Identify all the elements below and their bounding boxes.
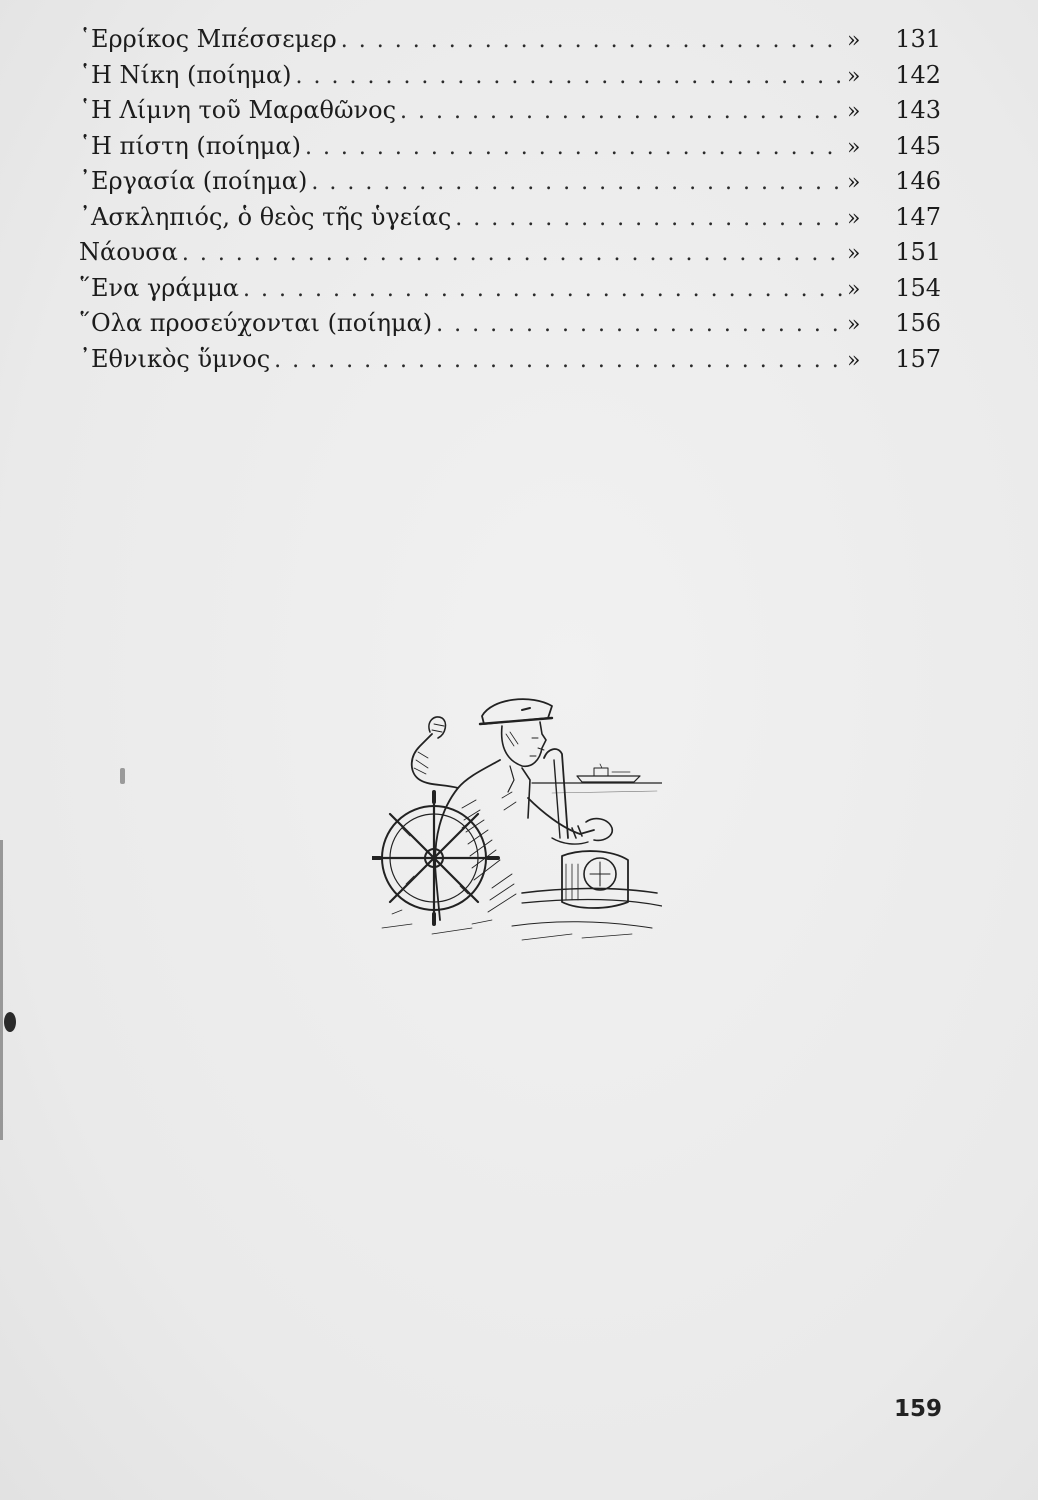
toc-dot-leader bbox=[274, 343, 845, 379]
toc-ditto-mark: » bbox=[847, 28, 861, 53]
toc-page-number: 156 bbox=[895, 309, 941, 337]
toc-entry bbox=[79, 93, 941, 129]
toc-entry-title: ῞Ολα προσεύχονται (ποίημα) bbox=[79, 309, 433, 337]
toc-entry-title: ῾Η Νίκη (ποίημα) bbox=[79, 60, 292, 89]
toc-entry-title: Νάουσα bbox=[79, 238, 178, 266]
toc-page-number: 142 bbox=[895, 60, 941, 89]
toc-entry-title: ῾Ερρίκος Μπέσσεμερ bbox=[79, 25, 337, 53]
toc-page-number: 145 bbox=[895, 131, 941, 160]
toc-entry-title: ῞Ενα γράμμα bbox=[79, 273, 240, 302]
toc-dot-leader bbox=[296, 59, 845, 95]
ship-captain-at-wheel-illustration bbox=[372, 688, 662, 958]
toc-entry-title: ᾿Ασκληπιός, ὁ θεὸς τῆς ὑγείας bbox=[79, 202, 452, 231]
toc-ditto-mark: » bbox=[847, 99, 861, 124]
toc-page-number: 143 bbox=[895, 96, 941, 124]
toc-dot-leader bbox=[341, 23, 845, 59]
toc-ditto-mark: » bbox=[847, 241, 861, 266]
toc-dot-leader bbox=[305, 130, 845, 166]
toc-ditto-mark: » bbox=[847, 276, 861, 302]
toc-entry bbox=[79, 200, 941, 236]
toc-entry bbox=[79, 164, 941, 200]
paper-speck bbox=[120, 768, 125, 784]
table-of-contents bbox=[79, 22, 941, 377]
toc-page-number: 146 bbox=[895, 167, 941, 195]
toc-ditto-mark: » bbox=[847, 347, 861, 373]
toc-entry-title: ῾Η πίστη (ποίημα) bbox=[79, 131, 301, 160]
ink-blot-mark bbox=[4, 1012, 16, 1032]
toc-dot-leader bbox=[311, 165, 845, 201]
toc-page-number: 131 bbox=[895, 25, 941, 53]
toc-ditto-mark: » bbox=[847, 63, 861, 89]
toc-page-number: 157 bbox=[895, 344, 941, 373]
toc-page-number: 151 bbox=[895, 238, 941, 266]
toc-entry bbox=[79, 306, 941, 342]
toc-entry bbox=[79, 129, 941, 165]
toc-dot-leader bbox=[455, 201, 845, 237]
toc-ditto-mark: » bbox=[847, 170, 861, 195]
toc-ditto-mark: » bbox=[847, 134, 861, 160]
toc-dot-leader bbox=[243, 272, 845, 308]
toc-entry bbox=[79, 22, 941, 58]
page-number: 159 bbox=[893, 1396, 942, 1422]
toc-entry bbox=[79, 58, 941, 94]
toc-entry bbox=[79, 342, 941, 378]
toc-page-number: 147 bbox=[895, 202, 941, 231]
toc-page-number: 154 bbox=[895, 273, 941, 302]
binding-edge-shadow bbox=[0, 840, 17, 1140]
toc-entry-title: ᾿Εργασία (ποίημα) bbox=[79, 167, 308, 195]
toc-ditto-mark: » bbox=[847, 312, 861, 337]
toc-dot-leader bbox=[436, 307, 845, 343]
toc-dot-leader bbox=[400, 94, 845, 130]
toc-ditto-mark: » bbox=[847, 205, 861, 231]
toc-entry bbox=[79, 235, 941, 271]
toc-dot-leader bbox=[182, 236, 845, 272]
toc-entry bbox=[79, 271, 941, 307]
toc-entry-title: ῾Η Λίμνη τοῦ Μαραθῶνος bbox=[79, 96, 397, 124]
toc-entry-title: ᾿Εθνικὸς ὕμνος bbox=[79, 344, 271, 373]
